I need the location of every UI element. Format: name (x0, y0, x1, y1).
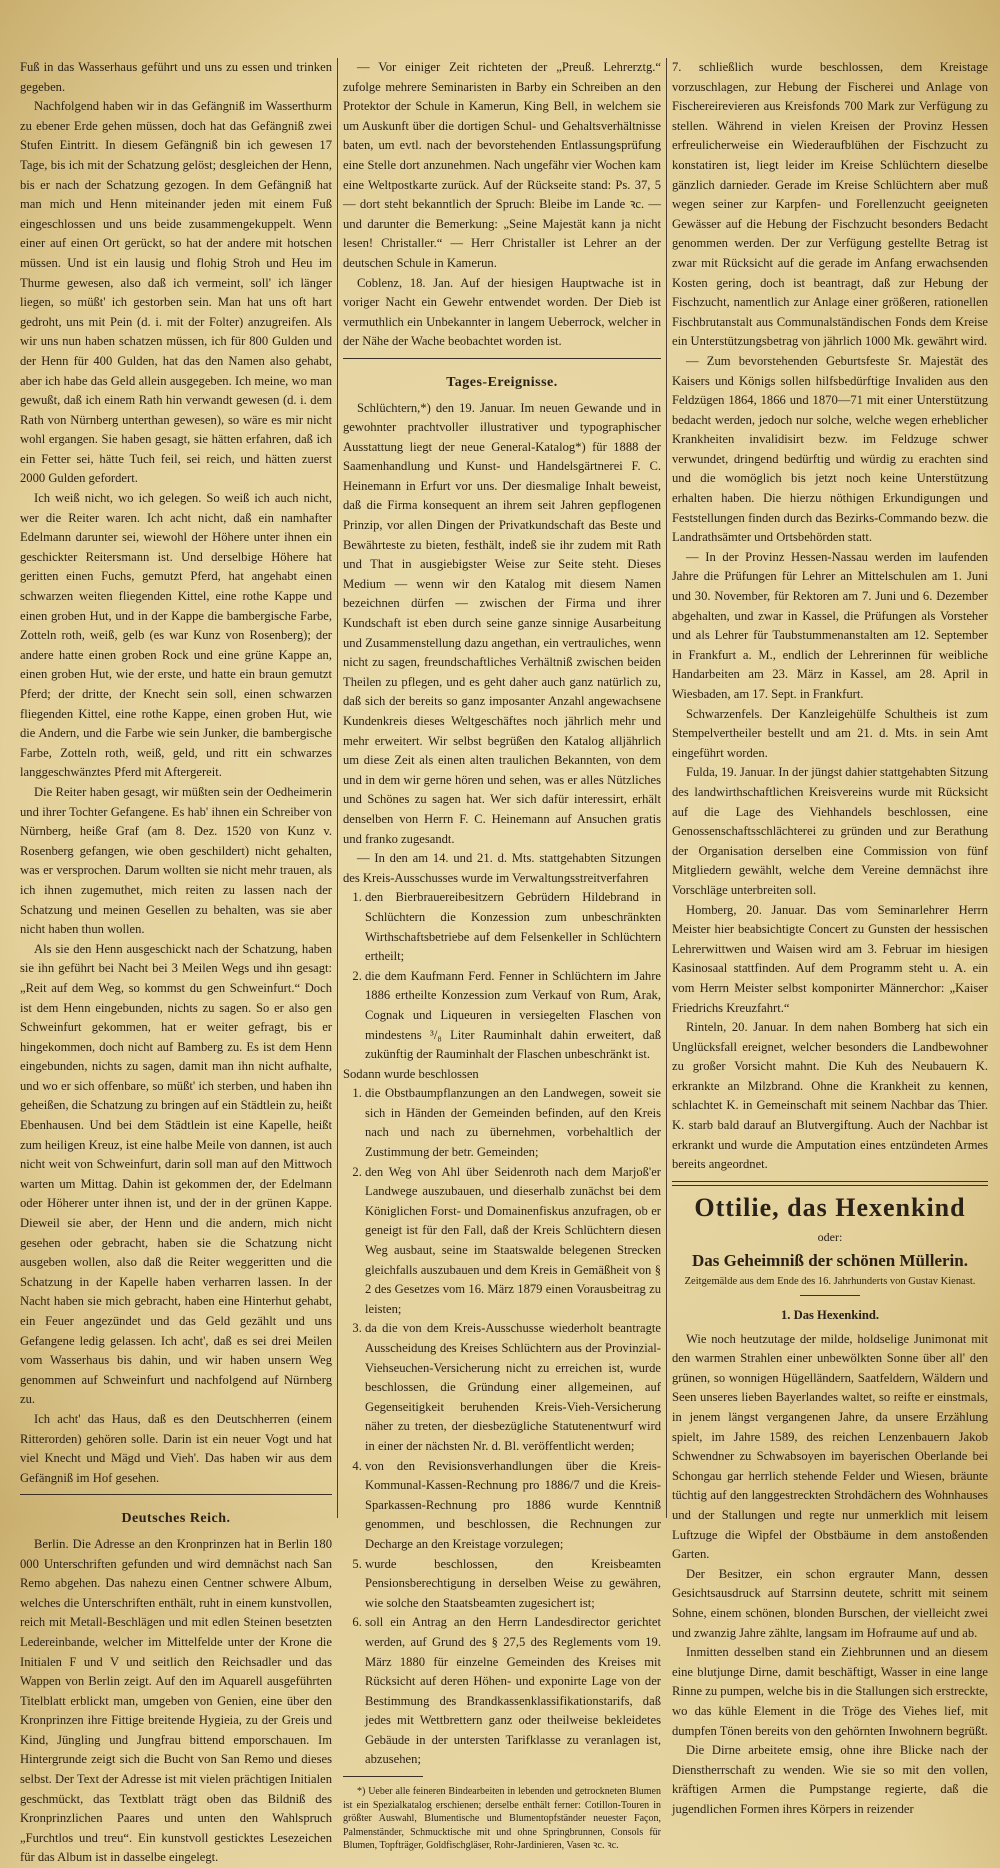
novel-title: Ottilie, das Hexenkind (694, 1192, 966, 1222)
column-2 (343, 58, 661, 1853)
paragraph: Ich acht' das Haus, daß es den Deutschherren (einem Ritterorden) gehören solle. Darin ist ein neuer Vogt und hat viel Knecht und Mägd und Vieh'. Das haben wir aus dem Gefängniß im Hof gesehen. (20, 1411, 332, 1485)
paragraph: Schlüchtern,*) den 19. Januar. Im neuen Gewande und in gewohnter prachtvoller illustrativer und typographischer Ausstattung liegt der neue General-Katalog*) für 1888 der Saamenhandlung und Kunst- und Handelsgärtnerei F. C. Heinemann in Erfurt vor uns. Der diesmalige Inhalt beweist, daß die Firma konsequent an ihrem seit Jahren gepflogenen Prinzip, vor allen Dingen der Privatkundschaft das Beste und Bewährteste zu bieten, festhält, indeß sie ihr zudem mit Rath und That in ausgiebigster Weise zur Seite steht. Dieses Medium — wenn wir den Katalog mit diesem Namen bezeichnen dürfen — zwischen der Firma und ihrer Kundschaft ist eben durch seine ganze sinnige Ausarbeitung und Zusammenstellung dazu angethan, ein vertrauliches, wenn nicht zu sagen, freundschaftliches Verhältniß zwischen beiden Theilen zu pflegen, und es geht daher auch ganz natürlich zu, daß sich der bereits so ganz imposanter Anzahl angewachsene Kundenkreis dieses Weltgeschäftes noch jährlich mehr und mehr erweitert. Wir selbst begrüßen den Katalog alljährlich um diese Zeit als einen alten traulichen Bekannten, von dem und in dem wir gerne hören und sehen, was er alles Nützliches und Schönes zu sagen hat. Wer sich dafür interessirt, erhält denselben von Herrn F. C. Heinemann auf Ansuchen gratis und franko zugesandt. (343, 400, 661, 846)
paragraph: Die Dirne arbeitete emsig, ohne ihre Blicke nach der Dienstherrschaft zu wenden. Wie sie so mit den vollen, kräftigen Armen die Pumpstange regierte, daß die jugendlichen Formen ihres Körpers in reizender (672, 1743, 988, 1816)
section-heading: Tages-Ereignisse. (446, 374, 558, 390)
paragraph: Nachfolgend haben wir in das Gefängniß im Wasserthurm zu ebener Erde gehen müssen, doch hat das Gefängniß zwei Stufen Eintritt. In diesem Gefängniß bin ich gewesen 17 Tage, bis ich mit der Schatzung gelöst; desgleichen der Henn, bis er nach der Schatzung gezogen. In dem Gefängniß hat man mich und Henn miteinander jeden mit einem Fuß eingeschlossen und uns beide zusammengekuppelt. Wenn einer auf einen Ort gerückt, so hat der andere mit hotschen müssen. Und ist ein lausig und flohig Stroh und Heu im Thurme gewesen, also daß ich vermeint, soll' ich länger liegen, so müßt' ich gestorben sein. Man hat uns oft hart gedroht, uns mit Pein (d. i. mit der Folter) anzugreifen. Als wir uns nun haben schatzen müssen, ich für 800 Gulden und der Henn für 400 Gulden, hat das den Namen also gehabt, aber ich habe das Geld allein ausgegeben. Ich meine, wo man gewußt, daß ich einem Rath hin verwandt gewesen (d. i. dem Rath von Nürnberg unterthan gewesen), so wäre es mir nicht wohl ergangen. Sie haben gesagt, sie hätten erfahren, daß ich ein Fetter sei, hätte Tuch feil, sei reich, und hätten zuerst 2000 Gulden gefordert. (20, 99, 332, 486)
column-3 (672, 58, 988, 1819)
paragraph: Als sie den Henn ausgeschickt nach der Schatzung, haben sie ihn geführt bei Nacht bei 3 Meilen Wegs und ihn gesagt: „Reit auf dem Weg, so kommst du gen Schweinfurt.“ Doch ist dem Henn eingebunden, nichts zu sagen. So er also gen Schweinfurt gekommen, hat er weiter gefragt, bis er hingekommen, doch nicht auf Bamberg zu. Es ist dem Henn eingebunden, nichts zu sagen, damit man ihn nicht aufhalte, und wo er sich offenbare, so müßt' ich sterben, und haben ihn geheißen, die Schatzung zu bringen auf ein Städtlein zu, heißt Ebenhausen. Und bei dem Städtlein ist eine Kapelle, heißt zum heiligen Kreuz, ist eine halbe Meile von dannen, ist auch nicht weit von Schweinfurt, darin soll man auf den Mittwoch warten um Mittag. Dahin ist gekommen der, der Edelmann oder Höherer unter ihnen ist, und der in der grünen Kappe. Dieweil sie aber, der Henn und die andern, mich nicht gesehen oder gebracht, haben sie die Schatzung nicht ausgeben wollen, also daß die Reiter weggeritten und die Schatzung in der Kapelle haben verharren lassen. In der Nacht haben sie mich gebracht, haben eine Hinterhut gehabt, ein Feuer angezündet und das Geld gezählt und uns Gefangene ledig gelassen. Ich acht', daß es sei drei Meilen vom Wasserhaus bis dahin, und wir haben unsern Weg genommen auf Schweinfurt und nachfolgend auf Nürnberg zu. (20, 941, 332, 1407)
list-item: 6. soll ein Antrag an den Herrn Landesdirector gerichtet werden, auf Grund des § 27,5 des Reglements vom 19. März 1880 für einzelne Gemeinden des Kreises mit Rücksicht auf deren Höhen- und exponirte Lage von der Bestimmung des Brandkassenklassifikationstarifs, daß jedes mit Wettbrettern ganz oder theilweise bekleidetes Gebäude in der untersten Tarifklasse zu veranlagen ist, abzusehen; (365, 1613, 661, 1770)
paragraph: Wie noch heutzutage der milde, holdselige Junimonat mit den warmen Strahlen einer unbewölkten Sonne über all' den grünen, so wonnigen Hügelländern, Saatfeldern, Wäldern und Seen unseres lieben Bayerlandes waltet, so reifte er einstmals, in jenem längst vergangenen Jahre, da unsere Erzählung spielt, im Jahre 1589, des reichen Lenzenbauern Jakob Schwendner zu Schwabsoyen im bayerischen Oberlande bei Schongau gar herrlich stehende Felder und Wiesen, bräunte tüchtig auf den langgestreckten Strohdächern des Wohnhauses und der Stallungen und regte nur unmerklich mit leisem Luftzuge die Wipfel der Obstbäume in dem anstoßenden Garten. (672, 1331, 988, 1562)
novel-or: oder: (817, 1229, 843, 1244)
paragraph: Schwarzenfels. Der Kanzleigehülfe Schultheis ist zum Stempelvertheiler bestellt und am 21. d. Mts. in sein Amt eingeführt worden. (672, 706, 988, 760)
paragraph: Homberg, 20. Januar. Das vom Seminarlehrer Herrn Meister hier beabsichtigte Concert zu Gunsten der hessischen Lehrerwittwen und Waisen wird am 3. Februar im hiesigen Kasinosaal stattfinden. Auf dem Programm steht u. A. ein vom Herrn Meister selbst komponirter Männerchor: „Kaiser Friedrichs Kreuzfahrt.“ (672, 902, 988, 1015)
paragraph: Der Besitzer, ein schon ergrauter Mann, dessen Gesichtsausdruck auf Starrsinn deutete, schritt mit seinem Sohne, einem schönen, blonden Burschen, der vielleicht zwei und zwanzig Jahre zählte, langsam im Hofraume auf und ab. (672, 1566, 988, 1640)
divider (20, 1494, 332, 1495)
paragraph: 7. schließlich wurde beschlossen, dem Kreistage vorzuschlagen, zur Hebung der Fischerei und Anlage von Fischereirevieren aus Kreisfonds 700 Mark zur Verfügung zu stellen. Während in vielen Kreisen der Provinz Hessen erfreulicherweise ein Wiederaufblühen der Fischzucht zu konstatiren ist, liegt leider im Kreise Schlüchtern dieselbe gänzlich darnieder. Gerade im Kreise Schlüchtern aber muß wegen seiner zur Karpfen- und Forellenzucht geeigneten Gewässer auf die Hebung der Fischzucht besonders Bedacht genommen werden. Der zur Verfügung gestellte Betrag ist zwar mit Rücksicht auf die gerade im Anfang erwachsenden Kosten gering, doch ist beantragt, daß zur Hebung der Fischzucht, namentlich zur Anlage einer größeren, rationellen Fischbrutanstalt aus Communalständischen Fonds dem Kreise ein Unterstützungsbetrag von jährlich 1000 Mk. gewährt wird. (672, 60, 988, 349)
list-item: 3. da die von dem Kreis-Ausschusse wiederholt beantragte Ausscheidung des Kreises Schlüchtern aus der Provinzial-Viehseuchen-Versicherung nicht zu erreichen ist, wurde beschlossen, die Gründung einer allgemeinen, auf Gegenseitigkeit beruhenden Kreis-Vieh-Versicherung näher zu treten, der diesbezügliche Statutenentwurf wird in einer der nächsten Nr. d. Bl. veröffentlicht werden; (365, 1319, 661, 1456)
chapter-heading: 1. Das Hexenkind. (781, 1308, 879, 1323)
paragraph: Berlin. Die Adresse an den Kronprinzen hat in Berlin 180 000 Unterschriften gefunden und wird demnächst nach San Remo abgehen. Das nahezu einen Centner schwere Album, welches die Unterschriften enthält, ruht in einem kunstvollen, reich mit Metall-Beschlägen und mit edlen Steinen besetzten Ledereinbande, welcher im Mittelfelde unter der Krone die Initialen F und V und seitlich den Reichsadler und das Wappen von Berlin zeigt. Auf den im Aquarell ausgeführten Titelblatt erblickt man, umgeben von Genien, eine über den Kronprinzen ihre Fittige breitende Hygieia, zu der Greis und Kind, Jüngling und Jungfrau bittend emporschauen. Im Hintergrunde zeigt sich die Bucht von San Remo und dieses selbst. Der Text der Adresse ist mit vielen prächtigen Initialen geschmückt, das Textblatt trägt oben das Bildniß des Kronprinzlichen Paares und unten den Wahlspruch „Furchtlos und treu“. Ein kunstvoll gesticktes Lesezeichen für das Album ist in dasselbe eingelegt. (20, 1536, 332, 1865)
novel-subtitle: Das Geheimniß der schönen Müllerin. (692, 1251, 968, 1271)
footnote-rule (343, 1776, 423, 1777)
paragraph: Die Reiter haben gesagt, wir müßten sein der Oedheimerin und ihrer Tochter Gefangene. Es hab' ihnen ein Schreiber von Nürnberg, heiße Graf (am 8. Dez. 1520 von Kunz v. Rosenberg gefangen, wie oben geschildert) nicht gehalten, was er versprochen. Darum wollten sie nicht mehr trauen, als ich ihnen zugemuthet, mich reiten zu lassen nach der Schatzung und meinen Gesellen zu behalten, was sie aber nicht haben thun wollen. (20, 784, 332, 937)
paragraph: Ich weiß nicht, wo ich gelegen. So weiß ich auch nicht, wer die Reiter waren. Ich acht nicht, daß ein namhafter Edelmann darunter sei, wiewohl der Höhere unter ihnen ein geschickter Reitersmann ist. Und derselbige Höhere hat geritten einen Fuchs, gemutzt Pferd, hat angehabt einen schwarzen weiten fliegenden Kittel, eine rothe Kappe und einen groben Hut, und in der Kappe die bambergische Farbe, Zotteln roth, weiß, gelb (es war Kunz von Rosenberg); der andere hatte einen groben Rock und eine grüne Kappe an, einen groben Hut, wie der erste, und hatte ein braun gemutzt Pferd; der dritte, der Knecht sein soll, einen schwarzen fliegenden Kittel, eine rothe Kappe, einen groben Hut, wie die Andern, und die Farbe wie sein Junker, die bambergische Farbe, Zotteln roth, weiß, geld, und ritt ein schwarzes langgeschwänztes Pferd mit Aftergereit. (20, 491, 332, 780)
paragraph: Sodann wurde beschlossen (343, 1066, 479, 1081)
section-heading: Deutsches Reich. (121, 1511, 231, 1527)
paragraph: — Zum bevorstehenden Geburtsfeste Sr. Majestät des Kaisers und Königs sollen hilfsbedürftige Invaliden aus den Feldzügen 1864, 1866 und 1870—71 mit einer Unterstützung bedacht werden, jedoch nur solche, welche wegen erheblicher Krankheiten invalidisirt bezw. im Feldzuge schwer verwundet, dringend bedürftig und würdig zu erachten sind und die womöglich bis jetzt noch keine Unterstützung erhalten haben. Die hierzu nöthigen Erkundigungen und Feststellungen finden durch das Bezirks-Commando bezw. die Landrathsämter und Ortsbehörden statt. (672, 353, 988, 545)
list-item: 4. von den Revisionsverhandlungen über die Kreis-Kommunal-Kassen-Rechnung pro 1886/7 und die Kreis-Sparkassen-Rechnung pro 1886 wurde Kenntniß genommen, und beschlossen, die Rechnungen zur Decharge an den Kreistage vorzulegen; (365, 1457, 661, 1555)
paragraph: Fuß in das Wasserhaus geführt und uns zu essen und trinken gegeben. (20, 60, 332, 94)
divider (800, 1295, 860, 1296)
paragraph: Coblenz, 18. Jan. Auf der hiesigen Hauptwache ist in voriger Nacht ein Gewehr entwendet worden. Der Dieb ist vermuthlich ein Unbekannter in langem Ueberrock, welcher in der Nähe der Wache beobachtet worden ist. (343, 275, 661, 349)
divider (343, 358, 661, 359)
list-item: 2. den Weg von Ahl über Seidenroth nach dem Marjoß'er Landwege auszubauen, und dieserhalb zunächst bei dem Königlichen Forst- und Domainenfiskus anzufragen, ob er geneigt ist für den Fall, daß der Kreis Schlüchtern diesen Weg ausbaut, seine im Staatswalde belegenen Strecken gleichfalls auszubauen und dem Kreis in Gemäßheit von § 2 des Gesetzes vom 16. März 1879 einen Vorausbeitrag zu leisten; (365, 1163, 661, 1320)
paragraph: Rinteln, 20. Januar. In dem nahen Bomberg hat sich ein Unglücksfall ereignet, welcher besonders die Landbewohner zu großer Vorsicht mahnt. Die Kuh des Neubauern K. erkrankte an Milzbrand. Ohne die Krankheit zu kennen, schlachtet K. in Gemeinschaft mit seinem Nachbar das Thier. K. starb bald darauf an Blutvergiftung. Auch der Nachbar ist erkrankt und wurde die Amputation eines entzündeten Armes bereits angeordnet. (672, 1020, 988, 1172)
paragraph: Fulda, 19. Januar. In der jüngst dahier stattgehabten Sitzung des landwirthschaftlichen Kreisvereins wurde mit Rücksicht auf die Lage des Viehhandels beschlossen, eine Genossenschaftsschlächterei zu gründen und zur Berathung der Organisation derselben eine Commission von fünf Mitgliedern gewählt, welche dem Vereine demnächst ihre Vorschläge unterbreiten soll. (672, 765, 988, 897)
list-item: 1. den Bierbrauereibesitzern Gebrüdern Hildebrand in Schlüchtern die Konzession zum unbeschränkten Wirthschaftsbetriebe auf dem Felsenkeller in Schlüchtern ertheilt; (365, 888, 661, 966)
novel-author-line: Zeitgemälde aus dem Ende des 16. Jahrhunderts von Gustav Kienast. (684, 1276, 976, 1288)
divider (672, 1181, 988, 1186)
list-item: 2. die dem Kaufmann Ferd. Fenner in Schlüchtern im Jahre 1886 ertheilte Konzession zum Verkauf von Rum, Arak, Cognak und Liqueuren in versiegelten Flaschen von mindestens ³/₈ Liter Rauminhalt dahin erweitert, daß zukünftig der Rauminhalt der Flaschen unbeschränkt ist. (365, 967, 661, 1065)
paragraph: — Vor einiger Zeit richteten der „Preuß. Lehrerztg.“ zufolge mehrere Seminaristen in Barby ein Schreiben an den Protektor der Schule in Kamerun, King Bell, in welchem sie um Auskunft über die dortigen Schul- und Gehaltsverhältnisse baten, um evtl. nach der bevorstehenden Entlassungsprüfung eine Stelle dort anzunehmen. Nach ungefähr vier Wochen kam eine Weltpostkarte zurück. Auf der Rückseite stand: Ps. 37, 5 — dort steht bekanntlich der Spruch: Bleibe im Lande ꝛc. — und darunter die Bemerkung: „Seine Majestät kann ja nicht lesen! Christaller.“ — Herr Christaller ist Lehrer an der deutschen Schule in Kamerun. (343, 60, 661, 270)
paragraph: Inmitten desselben stand ein Ziehbrunnen und an diesem eine blutjunge Dirne, damit beschäftigt, Wasser in eine lange Rinne zu pumpen, welche bis in die Stallungen sich erstreckte, wo das kühle Element in die Tröge des Viehes lief, mit dumpfen Tönen bereits von den gehörnten Inwohnern begrüßt. (672, 1645, 988, 1738)
footnote: *) Ueber alle feineren Bindearbeiten in lebenden und getrockneten Blumen ist ein Spezialkatalog erschienen; derselbe enthält ferner: Cotillon-Touren in größter Auswahl, Blumentische und Blumentopfständer neuester Façon, Palmenständer, Schmucktische mit und ohne Springbrunnen, Consols für Blumen, Topfträger, Goldfischgläser, Rohr-Jardinieren, Vasen ꝛc. ꝛc. (343, 1786, 661, 1852)
list-item: 5. wurde beschlossen, den Kreisbeamten Pensionsberechtigung in derselben Weise zu gewähren, wie solche den Staatsbeamten zugesichert ist; (365, 1555, 661, 1614)
paragraph: — In der Provinz Hessen-Nassau werden im laufenden Jahre die Prüfungen für Lehrer an Mittelschulen am 1. Juni und 30. November, für Rektoren am 7. Juni und 6. Dezember abgehalten, und zwar in Kassel, die Prüfungen als Vorsteher und als Lehrer für Taubstummenanstalten am 12. September in Frankfurt a. M., endlich der Lehrerinnen für weibliche Handarbeiten am 23. März in Kassel, am 28. April in Wiesbaden, am 17. Sept. in Frankfurt. (672, 549, 988, 701)
list-item: 1. die Obstbaumpflanzungen an den Landwegen, soweit sie sich in Händen der Gemeinden befinden, auf den Kreis nach und nach zu übernehmen, vorbehaltlich der Zustimmung der betr. Gemeinden; (365, 1084, 661, 1162)
column-rule (337, 58, 338, 1518)
decision-list (343, 888, 661, 1064)
column-1 (20, 58, 332, 1868)
paragraph: — In den am 14. und 21. d. Mts. stattgehabten Sitzungen des Kreis-Ausschusses wurde im Verwaltungsstreitverfahren (343, 851, 661, 885)
column-rule (666, 58, 667, 1518)
resolution-list (343, 1084, 661, 1770)
